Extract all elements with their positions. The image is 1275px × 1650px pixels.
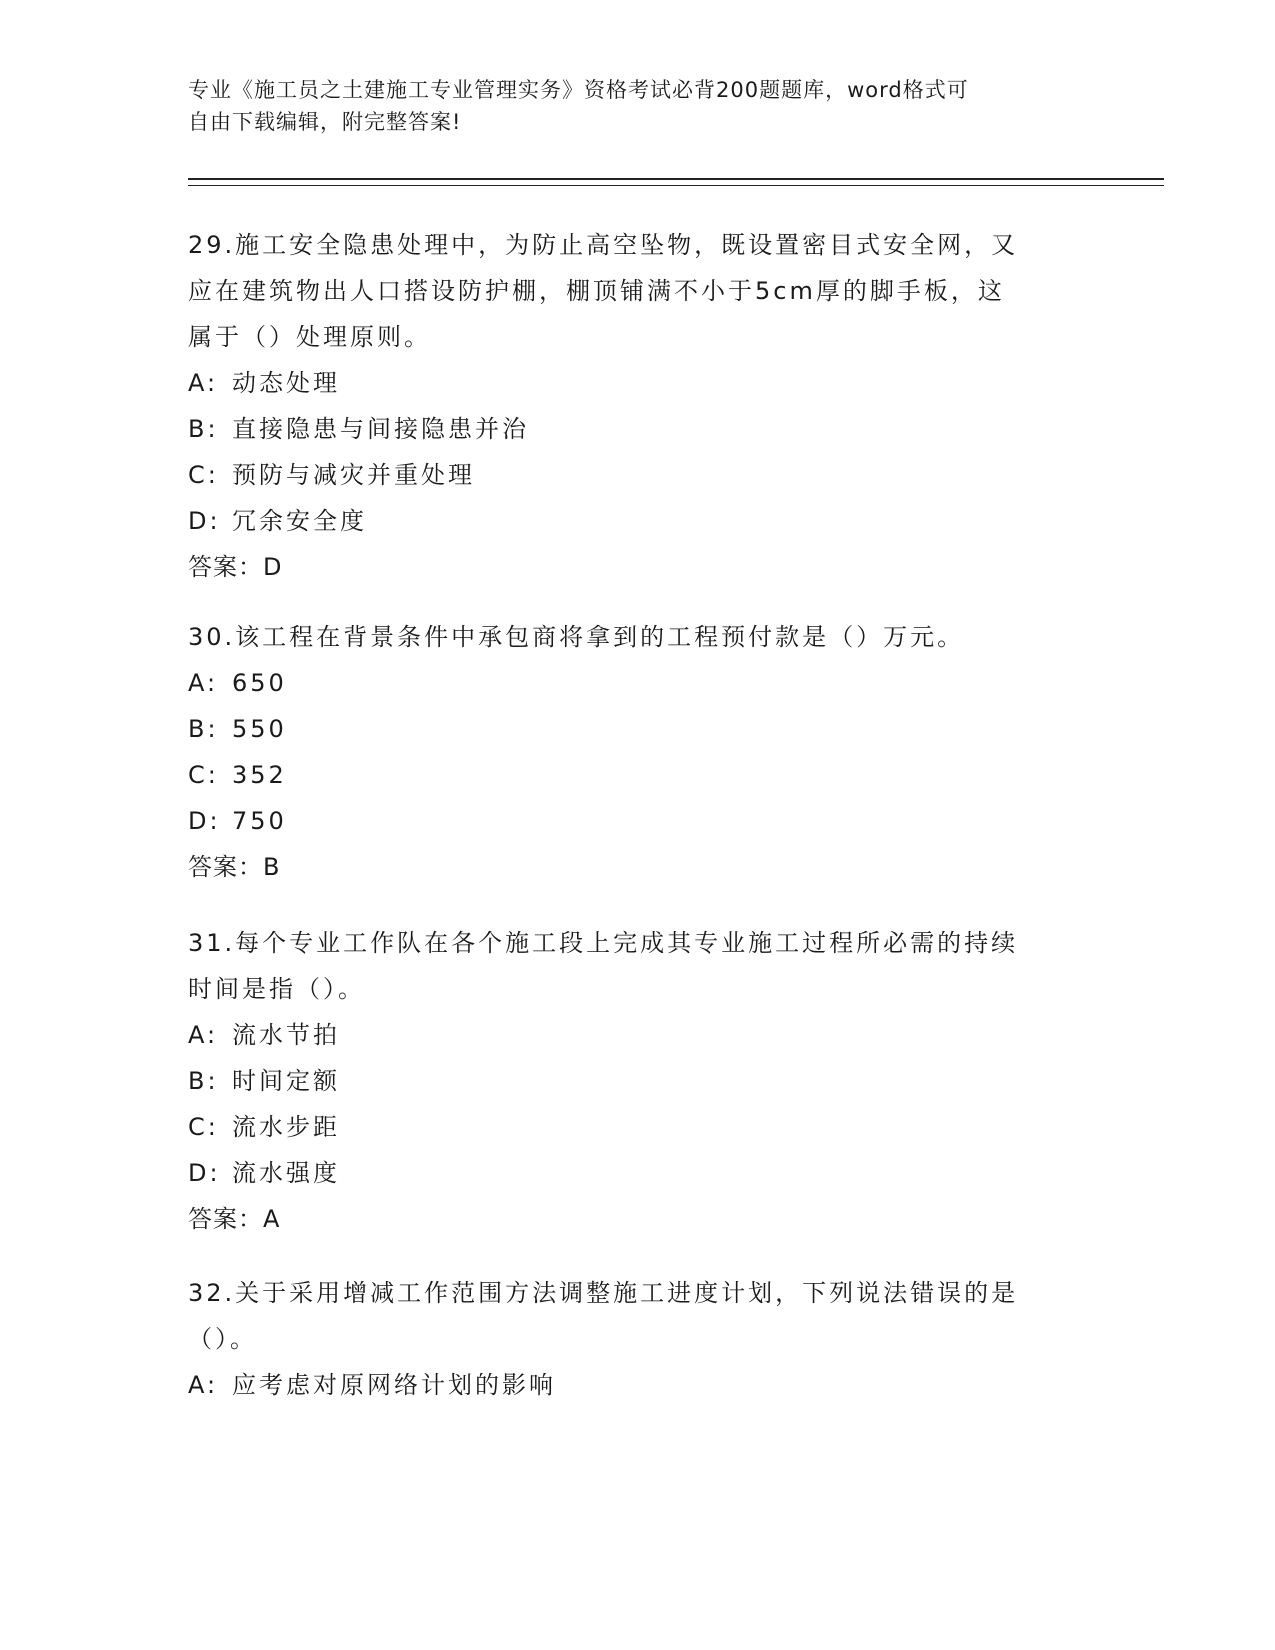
document-header [188, 74, 1088, 138]
option-text: 预防与减灾并重处理 [232, 461, 475, 489]
option-text: 动态处理 [232, 369, 340, 397]
option-key: C: [188, 761, 219, 789]
option-b [188, 706, 1088, 752]
option-key: D: [188, 1159, 221, 1187]
header-line-1: 专业《施工员之土建施工专业管理实务》资格考试必背200题题库，word格式可 [188, 78, 969, 102]
option-c [188, 752, 1088, 798]
option-a [188, 360, 1088, 406]
option-key: D: [188, 807, 221, 835]
answer: 答案：A [188, 1205, 281, 1233]
option-d [188, 1150, 1088, 1196]
option-key: A: [188, 669, 219, 697]
option-text: 冗余安全度 [232, 507, 367, 535]
answer: 答案：D [188, 553, 283, 581]
header-line-2: 自由下载编辑，附完整答案! [188, 110, 462, 134]
option-text: 直接隐患与间接隐患并治 [232, 415, 529, 443]
option-text: 750 [232, 807, 287, 835]
option-text: 流水强度 [232, 1159, 340, 1187]
option-a [188, 1012, 1088, 1058]
option-key: B: [188, 715, 219, 743]
header-divider [188, 178, 1164, 186]
option-key: A: [188, 1021, 219, 1049]
question-stem-line: （）。 [188, 1325, 257, 1353]
option-c [188, 1104, 1088, 1150]
option-c [188, 452, 1088, 498]
option-key: A: [188, 369, 219, 397]
option-text: 352 [232, 761, 287, 789]
option-b [188, 406, 1088, 452]
option-key: A: [188, 1371, 219, 1399]
question-stem-line: 31.每个专业工作队在各个施工段上完成其专业施工过程所必需的持续 [188, 929, 1019, 957]
option-key: B: [188, 1067, 219, 1095]
answer: 答案：B [188, 853, 281, 881]
question-stem-line: 时间是指（）。 [188, 975, 365, 1003]
option-text: 流水步距 [232, 1113, 340, 1141]
question-30 [188, 614, 1088, 890]
option-text: 应考虑对原网络计划的影响 [232, 1371, 556, 1399]
question-31 [188, 920, 1088, 1242]
option-text: 流水节拍 [232, 1021, 340, 1049]
question-32 [188, 1270, 1088, 1408]
question-stem-line: 应在建筑物出人口搭设防护棚，棚顶铺满不小于5cm厚的脚手板，这 [188, 277, 1005, 305]
question-stem-line: 32.关于采用增减工作范围方法调整施工进度计划，下列说法错误的是 [188, 1279, 1019, 1307]
question-stem-line: 属于（）处理原则。 [188, 323, 431, 351]
option-key: C: [188, 461, 219, 489]
option-b [188, 1058, 1088, 1104]
option-text: 650 [232, 669, 287, 697]
option-key: B: [188, 415, 219, 443]
question-stem-line: 30.该工程在背景条件中承包商将拿到的工程预付款是（）万元。 [188, 623, 965, 651]
question-29 [188, 222, 1088, 590]
question-stem-line: 29.施工安全隐患处理中，为防止高空坠物，既设置密目式安全网，又 [188, 231, 1019, 259]
option-key: C: [188, 1113, 219, 1141]
option-d [188, 798, 1088, 844]
option-text: 550 [232, 715, 287, 743]
option-text: 时间定额 [232, 1067, 340, 1095]
option-key: D: [188, 507, 221, 535]
option-a [188, 1362, 1088, 1408]
option-a [188, 660, 1088, 706]
option-d [188, 498, 1088, 544]
